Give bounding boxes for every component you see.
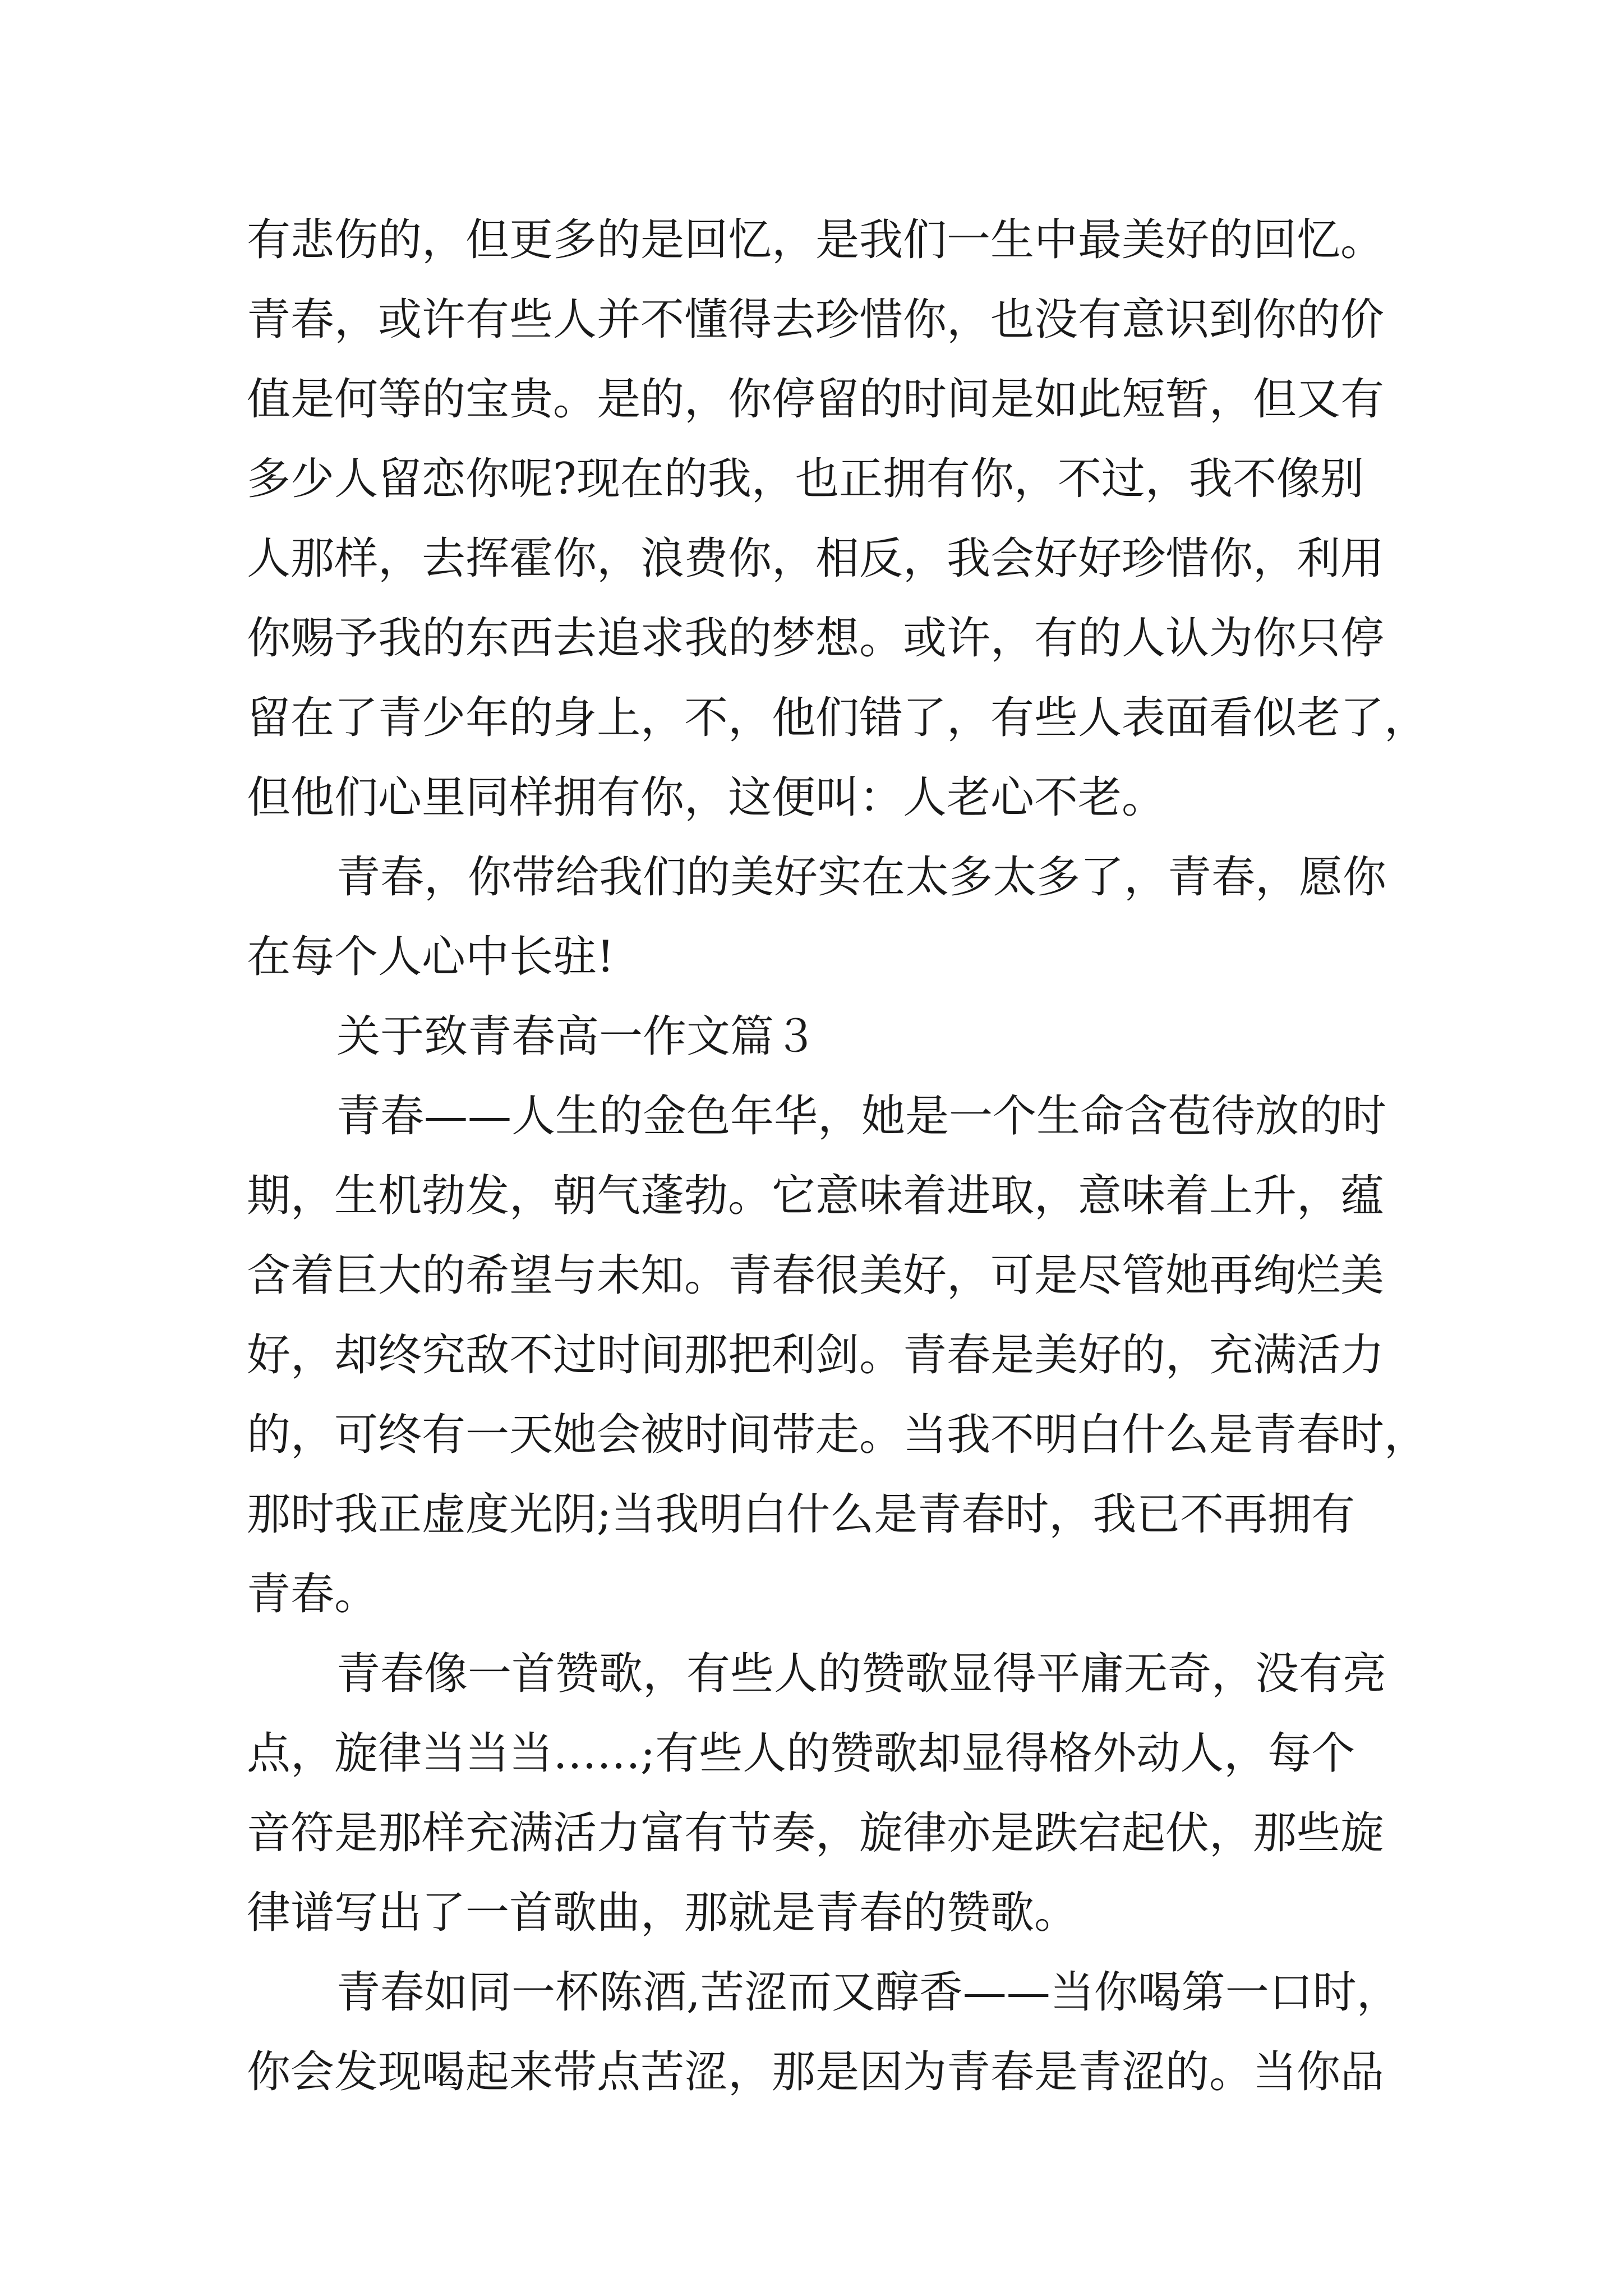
text-line: 青春像一首赞歌，有些人的赞歌显得平庸无奇，没有亮 — [336, 1649, 1387, 1699]
text-line: 青春，你带给我们的美好实在太多太多了，青春，愿你 — [336, 852, 1387, 903]
text-line: 音符是那样充满活力富有节奏，旋律亦是跌宕起伏，那些旋 — [247, 1808, 1385, 1858]
text-line: 期，生机勃发，朝气蓬勃。它意味着进取，意味着上升，蕴 — [247, 1171, 1385, 1221]
text-line: 青春——人生的金色年华，她是一个生命含苞待放的时 — [336, 1091, 1387, 1142]
text-line: 青春如同一杯陈酒,苦涩而又醇香——当你喝第一口时， — [336, 1967, 1400, 2018]
text-line: 含着巨大的希望与未知。青春很美好，可是尽管她再绚烂美 — [247, 1250, 1385, 1301]
section-heading: 关于致青春高一作文篇３ — [336, 1011, 818, 1062]
text-line: 多少人留恋你呢?现在的我，也正拥有你，不过，我不像别 — [247, 454, 1364, 504]
text-line: 有悲伤的，但更多的是回忆，是我们一生中最美好的回忆。 — [247, 215, 1385, 265]
text-line: 点，旋律当当当……;有些人的赞歌却显得格外动人，每个 — [247, 1728, 1355, 1779]
text-line: 那时我正虚度光阴;当我明白什么是青春时，我已不再拥有 — [247, 1489, 1355, 1540]
text-line: 你会发现喝起来带点苦涩，那是因为青春是青涩的。当你品 — [247, 2047, 1385, 2097]
text-line: 值是何等的宝贵。是的，你停留的时间是如此短暂，但又有 — [247, 374, 1385, 425]
text-line: 你赐予我的东西去追求我的梦想。或许，有的人认为你只停 — [247, 613, 1385, 664]
text-line: 在每个人心中长驻! — [247, 932, 615, 982]
text-line: 青春，或许有些人并不懂得去珍惜你，也没有意识到你的价 — [247, 295, 1385, 345]
text-line: 律谱写出了一首歌曲，那就是青春的赞歌。 — [247, 1888, 1078, 1938]
text-line: 的，可终有一天她会被时间带走。当我不明白什么是青春时， — [247, 1410, 1428, 1460]
text-line: 但他们心里同样拥有你，这便叫：人老心不老。 — [247, 772, 1166, 823]
text-line: 人那样，去挥霍你，浪费你，相反，我会好好珍惜你，利用 — [247, 533, 1385, 584]
text-line: 留在了青少年的身上，不，他们错了，有些人表面看似老了， — [247, 693, 1428, 743]
text-line: 青春。 — [247, 1569, 379, 1619]
text-line: 好，却终究敌不过时间那把利剑。青春是美好的，充满活力 — [247, 1330, 1385, 1381]
